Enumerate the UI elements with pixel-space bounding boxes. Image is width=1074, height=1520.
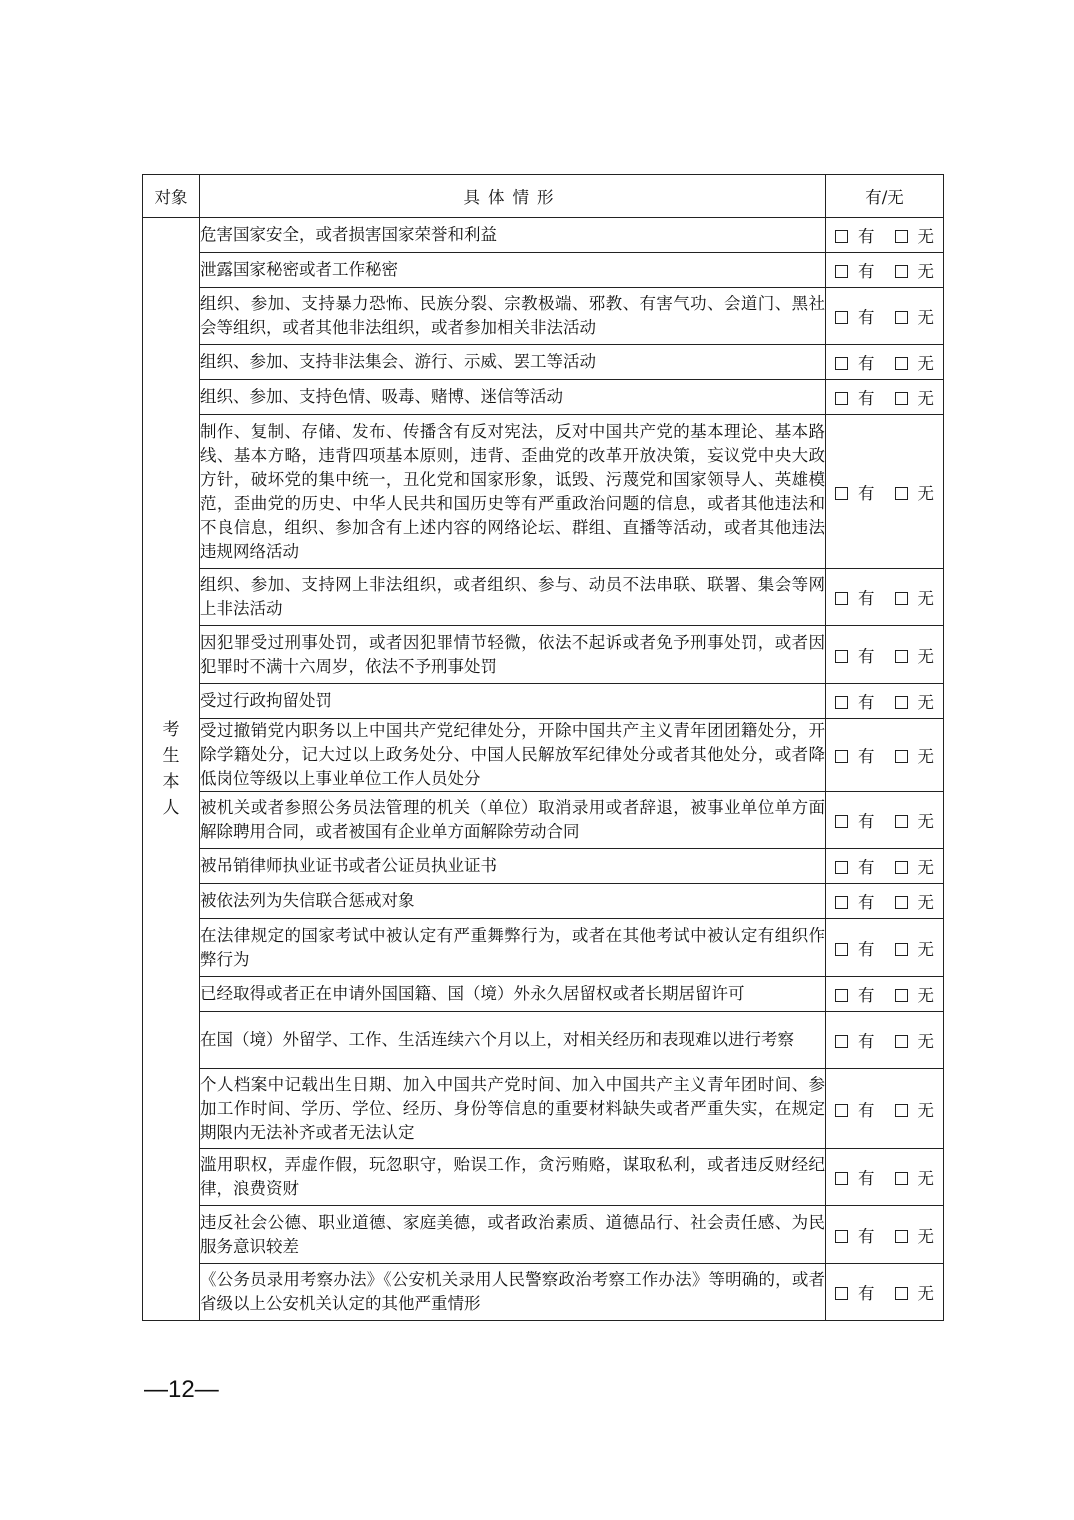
option-label: 有 <box>858 986 875 1005</box>
option-yes[interactable] <box>835 350 875 374</box>
row-choice <box>826 684 944 719</box>
row-choice <box>826 569 944 626</box>
checkbox-no[interactable] <box>895 1035 908 1048</box>
option-label: 无 <box>917 1284 934 1303</box>
option-label: 无 <box>917 693 934 712</box>
option-no[interactable] <box>895 889 935 913</box>
checkbox-yes[interactable] <box>835 265 848 278</box>
option-label: 有 <box>858 389 875 408</box>
checkbox-yes[interactable] <box>835 487 848 500</box>
option-label: 有 <box>858 354 875 373</box>
checkbox-no[interactable] <box>895 1104 908 1117</box>
row-description: 被吊销律师执业证书或者公证员执业证书 <box>200 849 826 884</box>
table-row <box>143 1206 944 1264</box>
checkbox-yes[interactable] <box>835 357 848 370</box>
option-label: 有 <box>858 589 875 608</box>
option-label: 无 <box>917 858 934 877</box>
table-row <box>143 415 944 569</box>
row-choice <box>826 415 944 569</box>
row-choice <box>826 919 944 977</box>
row-choice <box>826 626 944 684</box>
option-yes[interactable] <box>835 1097 875 1121</box>
row-description: 泄露国家秘密或者工作秘密 <box>200 253 826 288</box>
option-label: 有 <box>858 939 875 959</box>
option-label: 无 <box>917 1100 934 1120</box>
checkbox-no[interactable] <box>895 592 908 605</box>
checkbox-yes[interactable] <box>835 311 848 324</box>
option-no[interactable] <box>895 854 935 878</box>
table-row <box>143 919 944 977</box>
checkbox-no[interactable] <box>895 1230 908 1243</box>
option-no[interactable] <box>895 1165 935 1189</box>
checkbox-yes[interactable] <box>835 592 848 605</box>
page-number: —12— <box>144 1376 219 1403</box>
option-label: 有 <box>858 1169 875 1188</box>
option-yes[interactable] <box>835 1165 875 1189</box>
subject-label-char: 本 <box>162 772 180 792</box>
row-choice <box>826 345 944 380</box>
table-row <box>143 253 944 288</box>
checkbox-yes[interactable] <box>835 1230 848 1243</box>
option-no[interactable] <box>895 808 935 832</box>
option-yes[interactable] <box>835 982 875 1006</box>
screening-table <box>142 174 944 1321</box>
row-description: 个人档案中记载出生日期、加入中国共产党时间、加入中国共产主义青年团时间、参加工作时间、学历、学位、经历、身份等信息的重要材料缺失或者严重失实，在规定期限内无法补齐或者无法认定 <box>200 1069 826 1149</box>
checkbox-yes[interactable] <box>835 230 848 243</box>
checkbox-yes[interactable] <box>835 1172 848 1185</box>
header-choice: 有/无 <box>826 175 944 218</box>
checkbox-no[interactable] <box>895 311 908 324</box>
checkbox-yes[interactable] <box>835 650 848 663</box>
option-label: 无 <box>917 354 934 373</box>
option-label: 无 <box>917 1032 934 1051</box>
table-row <box>143 792 944 849</box>
checkbox-yes[interactable] <box>835 861 848 874</box>
checkbox-no[interactable] <box>895 265 908 278</box>
row-description: 组织、参加、支持色情、吸毒、赌博、迷信等活动 <box>200 380 826 415</box>
row-description: 滥用职权，弄虚作假，玩忽职守，贻误工作，贪污贿赂，谋取私利，或者违反财经纪律，浪费资财 <box>200 1149 826 1206</box>
table-row <box>143 1069 944 1149</box>
checkbox-yes[interactable] <box>835 989 848 1002</box>
option-label: 有 <box>858 1284 875 1303</box>
option-label: 无 <box>917 1169 934 1188</box>
table-row <box>143 1149 944 1206</box>
checkbox-yes[interactable] <box>835 815 848 828</box>
option-yes[interactable] <box>835 223 875 247</box>
checkbox-yes[interactable] <box>835 943 848 956</box>
option-yes[interactable] <box>835 1280 875 1304</box>
option-yes[interactable] <box>835 304 875 328</box>
checkbox-no[interactable] <box>895 1287 908 1300</box>
row-description: 组织、参加、支持非法集会、游行、示威、罢工等活动 <box>200 345 826 380</box>
option-label: 无 <box>917 646 934 666</box>
header-subject: 对象 <box>143 175 200 218</box>
table-row <box>143 345 944 380</box>
table-header-row <box>143 175 944 218</box>
option-label: 有 <box>858 308 875 327</box>
option-yes[interactable] <box>835 385 875 409</box>
row-description: 组织、参加、支持暴力恐怖、民族分裂、宗教极端、邪教、有害气功、会道门、黑社会等组织，或者其他非法组织，或者参加相关非法活动 <box>200 288 826 345</box>
option-yes[interactable] <box>835 936 875 960</box>
option-no[interactable] <box>895 585 935 609</box>
table-row <box>143 1012 944 1069</box>
row-description: 在法律规定的国家考试中被认定有严重舞弊行为，或者在其他考试中被认定有组织作弊行为 <box>200 919 826 977</box>
option-label: 无 <box>917 227 934 246</box>
checkbox-yes[interactable] <box>835 392 848 405</box>
checkbox-yes[interactable] <box>835 1035 848 1048</box>
checkbox-no[interactable] <box>895 861 908 874</box>
option-yes[interactable] <box>835 743 875 767</box>
option-no[interactable] <box>895 1280 935 1304</box>
option-no[interactable] <box>895 689 935 713</box>
table-row <box>143 626 944 684</box>
option-label: 无 <box>917 389 934 408</box>
option-label: 有 <box>858 646 875 666</box>
checkbox-no[interactable] <box>895 650 908 663</box>
checkbox-no[interactable] <box>895 943 908 956</box>
row-choice <box>826 792 944 849</box>
checkbox-no[interactable] <box>895 696 908 709</box>
row-choice <box>826 1012 944 1069</box>
row-description: 《公务员录用考察办法》《公安机关录用人民警察政治考察工作办法》等明确的，或者省级以上公安机关认定的其他严重情形 <box>200 1264 826 1321</box>
option-yes[interactable] <box>835 854 875 878</box>
checkbox-yes[interactable] <box>835 1287 848 1300</box>
row-description: 受过撤销党内职务以上中国共产党纪律处分，开除中国共产主义青年团团籍处分，开除学籍处分，记大过以上政务处分、中国人民解放军纪律处分或者其他处分，或者降低岗位等级以上事业单位工作人员处分 <box>200 719 826 792</box>
option-label: 有 <box>858 262 875 281</box>
option-no[interactable] <box>895 258 935 282</box>
checkbox-no[interactable] <box>895 750 908 763</box>
option-label: 有 <box>858 227 875 246</box>
table-row <box>143 884 944 919</box>
option-yes[interactable] <box>835 585 875 609</box>
option-no[interactable] <box>895 1028 935 1052</box>
row-choice <box>826 218 944 253</box>
checkbox-no[interactable] <box>895 815 908 828</box>
checkbox-no[interactable] <box>895 357 908 370</box>
table-row <box>143 1264 944 1321</box>
option-yes[interactable] <box>835 1223 875 1247</box>
option-label: 无 <box>917 812 934 831</box>
row-choice <box>826 288 944 345</box>
table-row <box>143 569 944 626</box>
option-no[interactable] <box>895 643 935 667</box>
row-choice <box>826 849 944 884</box>
row-description: 危害国家安全，或者损害国家荣誉和利益 <box>200 218 826 253</box>
option-label: 无 <box>917 893 934 912</box>
option-yes[interactable] <box>835 808 875 832</box>
option-label: 无 <box>917 262 934 281</box>
row-description: 受过行政拘留处罚 <box>200 684 826 719</box>
option-label: 无 <box>917 986 934 1005</box>
checkbox-yes[interactable] <box>835 750 848 763</box>
option-no[interactable] <box>895 350 935 374</box>
row-choice <box>826 1149 944 1206</box>
row-choice <box>826 1206 944 1264</box>
option-no[interactable] <box>895 1223 935 1247</box>
row-description: 组织、参加、支持网上非法组织，或者组织、参与、动员不法串联、联署、集会等网上非法活动 <box>200 569 826 626</box>
table-row <box>143 849 944 884</box>
option-label: 无 <box>917 483 934 503</box>
checkbox-no[interactable] <box>895 896 908 909</box>
row-choice <box>826 1264 944 1321</box>
option-label: 有 <box>858 858 875 877</box>
option-yes[interactable] <box>835 1028 875 1052</box>
table-row <box>143 977 944 1012</box>
table-row <box>143 684 944 719</box>
subject-cell <box>143 218 200 1321</box>
option-label: 无 <box>917 308 934 327</box>
row-choice <box>826 977 944 1012</box>
option-label: 有 <box>858 1100 875 1120</box>
option-label: 有 <box>858 483 875 503</box>
option-no[interactable] <box>895 1097 935 1121</box>
option-label: 有 <box>858 693 875 712</box>
option-label: 无 <box>917 747 934 766</box>
table-row <box>143 218 944 253</box>
subject-label-char: 生 <box>162 746 180 766</box>
option-label: 有 <box>858 1032 875 1051</box>
option-no[interactable] <box>895 982 935 1006</box>
header-description: 具体情形 <box>200 175 826 218</box>
row-choice <box>826 719 944 792</box>
row-choice <box>826 1069 944 1149</box>
row-description: 已经取得或者正在申请外国国籍、国（境）外永久居留权或者长期居留许可 <box>200 977 826 1012</box>
row-description: 在国（境）外留学、工作、生活连续六个月以上，对相关经历和表现难以进行考察 <box>200 1012 826 1069</box>
option-label: 有 <box>858 1226 875 1246</box>
option-no[interactable] <box>895 304 935 328</box>
option-no[interactable] <box>895 743 935 767</box>
option-yes[interactable] <box>835 889 875 913</box>
option-label: 无 <box>917 1226 934 1246</box>
option-no[interactable] <box>895 936 935 960</box>
option-yes[interactable] <box>835 258 875 282</box>
option-label: 无 <box>917 939 934 959</box>
option-label: 有 <box>858 893 875 912</box>
checkbox-yes[interactable] <box>835 1104 848 1117</box>
row-description: 被机关或者参照公务员法管理的机关（单位）取消录用或者辞退，被事业单位单方面解除聘用合同，或者被国有企业单方面解除劳动合同 <box>200 792 826 849</box>
option-no[interactable] <box>895 223 935 247</box>
checkbox-no[interactable] <box>895 392 908 405</box>
row-description: 制作、复制、存储、发布、传播含有反对宪法，反对中国共产党的基本理论、基本路线、基本方略，违背四项基本原则，违背、歪曲党的改革开放决策，妄议党中央大政方针，破坏党的集中统一，丑化党和国家形象，诋毁、污蔑党和国家领导人、英雄模范，歪曲党的历史、中华人民共和国历史等有严重政治问题的信息，或者其他违法和不良信息，组织、参加含有上述内容的网络论坛、群组、直播等活动，或者其他违法违规网络活动 <box>200 415 826 569</box>
checkbox-no[interactable] <box>895 230 908 243</box>
option-no[interactable] <box>895 385 935 409</box>
checkbox-no[interactable] <box>895 989 908 1002</box>
table-row <box>143 380 944 415</box>
checkbox-no[interactable] <box>895 487 908 500</box>
option-yes[interactable] <box>835 643 875 667</box>
option-yes[interactable] <box>835 480 875 504</box>
option-label: 有 <box>858 812 875 831</box>
checkbox-yes[interactable] <box>835 896 848 909</box>
table-body <box>143 218 944 1321</box>
table-row <box>143 288 944 345</box>
row-choice <box>826 884 944 919</box>
row-choice <box>826 253 944 288</box>
option-yes[interactable] <box>835 689 875 713</box>
checkbox-yes[interactable] <box>835 696 848 709</box>
checkbox-no[interactable] <box>895 1172 908 1185</box>
row-description: 被依法列为失信联合惩戒对象 <box>200 884 826 919</box>
row-description: 因犯罪受过刑事处罚，或者因犯罪情节轻微，依法不起诉或者免予刑事处罚，或者因犯罪时不满十六周岁，依法不予刑事处罚 <box>200 626 826 684</box>
option-label: 有 <box>858 747 875 766</box>
subject-label-char: 人 <box>162 798 180 818</box>
row-description: 违反社会公德、职业道德、家庭美德，或者政治素质、道德品行、社会责任感、为民服务意识较差 <box>200 1206 826 1264</box>
subject-label-char: 考 <box>162 720 180 740</box>
option-label: 无 <box>917 589 934 608</box>
row-choice <box>826 380 944 415</box>
table-row <box>143 719 944 792</box>
option-no[interactable] <box>895 480 935 504</box>
